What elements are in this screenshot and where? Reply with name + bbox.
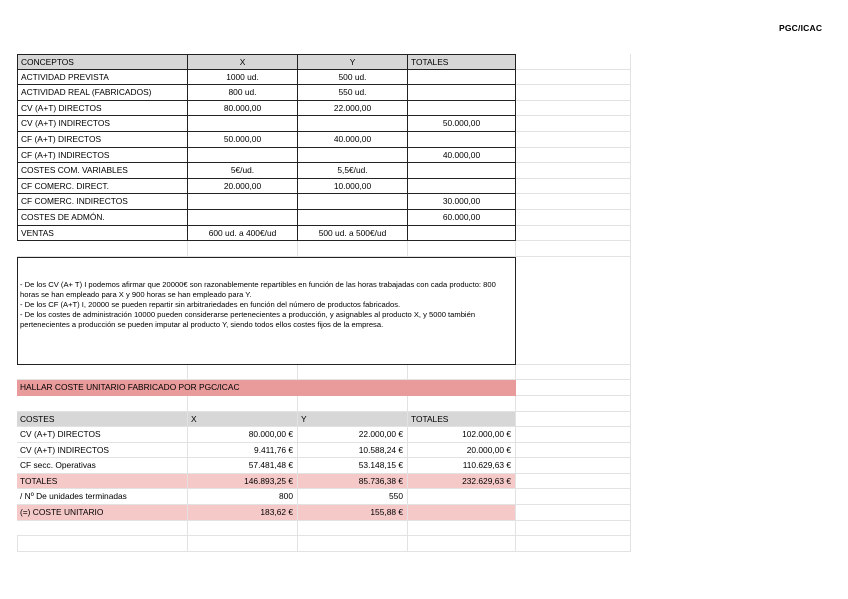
table-cell: 550 ud. [298, 85, 408, 101]
table-cell: CV (A+T) DIRECTOS [17, 101, 188, 117]
table-cell: / Nº De unidades terminadas [17, 489, 188, 505]
table-row [17, 116, 631, 132]
table-cell: CF (A+T) INDIRECTOS [17, 148, 188, 164]
table-cell: VENTAS [17, 226, 188, 242]
table-cell: COSTES DE ADMÓN. [17, 210, 188, 226]
table-cell: COSTES COM. VARIABLES [17, 163, 188, 179]
table-cell: ACTIVIDAD REAL (FABRICADOS) [17, 85, 188, 101]
table-cell [188, 148, 298, 164]
table-cell: 10.588,24 € [298, 443, 408, 459]
table-cell: 80.000,00 € [188, 427, 298, 443]
note-line: - De los CV (A+ T) I podemos afirmar que 20000€ son razonablemente repartibles en función de las horas trabajadas con cada producto: 800 horas se han empleado para X y 900 horas se han empleado para Y. [20, 279, 496, 299]
column-header: X [188, 54, 298, 70]
table-row [17, 443, 631, 459]
table-cell: 232.629,63 € [408, 474, 516, 490]
notes-area [17, 257, 631, 365]
column-header: COSTES [17, 412, 188, 428]
table-cell: 146.893,25 € [188, 474, 298, 490]
table-row [17, 132, 631, 148]
table-row [17, 85, 631, 101]
table-row [17, 163, 631, 179]
section-title-row [17, 380, 631, 396]
table-cell: 600 ud. a 400€/ud [188, 226, 298, 242]
table-cell: (=) COSTE UNITARIO [17, 505, 188, 521]
table-cell: 57.481,48 € [188, 458, 298, 474]
table-header-row [17, 54, 631, 70]
table-cell [298, 116, 408, 132]
table-cell: 50.000,00 [188, 132, 298, 148]
table-cell: 5,5€/ud. [298, 163, 408, 179]
table-cell: 800 [188, 489, 298, 505]
table-cell: 85.736,38 € [298, 474, 408, 490]
table-header-row [17, 412, 631, 428]
table-cell: 9.411,76 € [188, 443, 298, 459]
table-cell [408, 226, 516, 242]
table-cell: CF (A+T) DIRECTOS [17, 132, 188, 148]
table-row [17, 226, 631, 242]
table-cell [408, 505, 516, 521]
note-line: - De los CF (A+T) I, 20000 se pueden repartir sin arbitrariedades en función del número de productos fabricados. [20, 299, 401, 309]
table-cell: 183,62 € [188, 505, 298, 521]
table-cell [298, 210, 408, 226]
table-cell: 22.000,00 € [298, 427, 408, 443]
table-cell: CF COMERC. DIRECT. [17, 179, 188, 195]
table-cell: TOTALES [17, 474, 188, 490]
table-row [17, 70, 631, 86]
grid-row [17, 365, 631, 381]
table-cell [408, 163, 516, 179]
note-line: - De los costes de administración 10000 pueden considerarse pertenecientes a producción, y asignables al producto X, y 5000 también pertenecientes a producción se pueden imputar al producto Y, siendo todos ellos costes fijos de la empresa. [20, 309, 476, 329]
table-cell: 10.000,00 [298, 179, 408, 195]
table-cell [188, 194, 298, 210]
table-cell: 110.629,63 € [408, 458, 516, 474]
table-cell: 80.000,00 [188, 101, 298, 117]
table-cell: 102.000,00 € [408, 427, 516, 443]
table-cell: ACTIVIDAD PREVISTA [17, 70, 188, 86]
table-cell: 155,88 € [298, 505, 408, 521]
table-cell: CF secc. Operativas [17, 458, 188, 474]
table-cell: 5€/ud. [188, 163, 298, 179]
table-cell: 60.000,00 [408, 210, 516, 226]
table-row [17, 148, 631, 164]
section-title: HALLAR COSTE UNITARIO FABRICADO POR PGC/ICAC [17, 380, 516, 396]
table-row [17, 458, 631, 474]
table-row [17, 179, 631, 195]
concepts-table [17, 54, 631, 241]
table-cell [298, 148, 408, 164]
table-cell: 500 ud. [298, 70, 408, 86]
table-row [17, 427, 631, 443]
column-header: X [188, 412, 298, 428]
table-row [17, 194, 631, 210]
column-header: TOTALES [408, 54, 516, 70]
column-header: TOTALES [408, 412, 516, 428]
table-cell [408, 85, 516, 101]
table-row [17, 210, 631, 226]
column-header: Y [298, 54, 408, 70]
table-cell: 500 ud. a 500€/ud [298, 226, 408, 242]
grid-row [17, 521, 631, 537]
table-cell [408, 489, 516, 505]
table-cell: 22.000,00 [298, 101, 408, 117]
column-header: Y [298, 412, 408, 428]
table-cell: CF COMERC. INDIRECTOS [17, 194, 188, 210]
table-cell [188, 210, 298, 226]
cost-table [17, 412, 631, 521]
table-cell [408, 101, 516, 117]
table-cell [408, 70, 516, 86]
spreadsheet [17, 54, 631, 552]
grid-row [17, 396, 631, 412]
table-cell [188, 116, 298, 132]
table-cell: 20.000,00 [188, 179, 298, 195]
table-cell: 40.000,00 [298, 132, 408, 148]
table-cell: 800 ud. [188, 85, 298, 101]
table-cell: 50.000,00 [408, 116, 516, 132]
table-cell: CV (A+T) INDIRECTOS [17, 116, 188, 132]
notes-box [17, 257, 516, 365]
table-cell [408, 132, 516, 148]
table-row [17, 101, 631, 117]
table-cell: 1000 ud. [188, 70, 298, 86]
table-cell: 30.000,00 [408, 194, 516, 210]
table-cell: CV (A+T) INDIRECTOS [17, 443, 188, 459]
table-cell: 20.000,00 € [408, 443, 516, 459]
table-row [17, 489, 631, 505]
table-cell: 40.000,00 [408, 148, 516, 164]
table-row [17, 474, 631, 490]
grid-row [17, 241, 631, 257]
table-cell: CV (A+T) DIRECTOS [17, 427, 188, 443]
table-cell [298, 194, 408, 210]
page-code: PGC/ICAC [779, 23, 823, 33]
table-cell: 53.148,15 € [298, 458, 408, 474]
table-cell: 550 [298, 489, 408, 505]
grid-row [17, 536, 631, 552]
table-cell [408, 179, 516, 195]
table-row [17, 505, 631, 521]
column-header: CONCEPTOS [17, 54, 188, 70]
